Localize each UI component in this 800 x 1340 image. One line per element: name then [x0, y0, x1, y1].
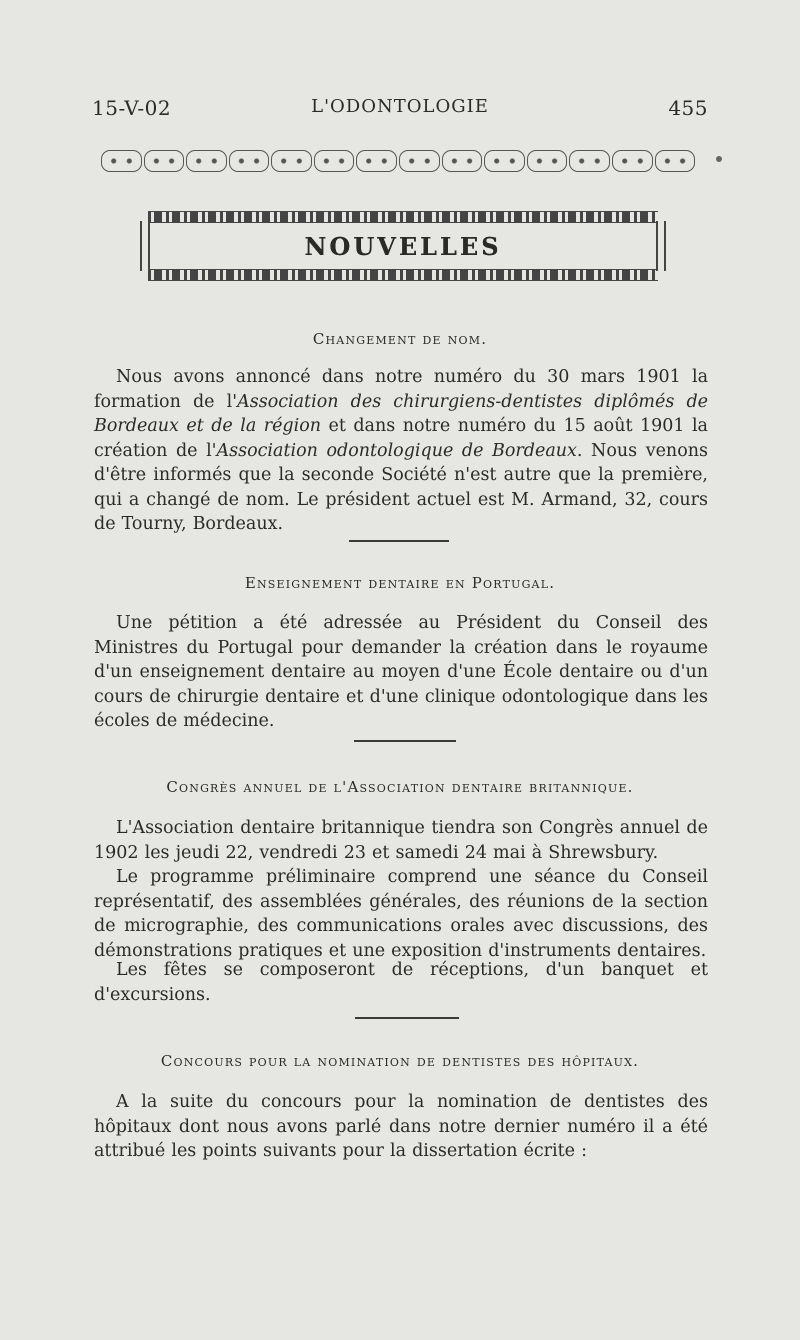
banner-bottom-border [148, 269, 658, 281]
paragraph-changement [94, 365, 708, 537]
section-heading-portugal: Enseignement dentaire en Portugal. [244, 574, 556, 592]
section-banner-frame [140, 205, 666, 287]
paragraph-congres-1 [94, 816, 708, 865]
running-head [92, 96, 708, 124]
paragraph-congres-2 [94, 865, 708, 963]
section-heading-congres: Congrès annuel de l'Association dentaire britannique. [166, 778, 634, 796]
section-rule [349, 540, 449, 542]
ornamental-border [100, 150, 696, 170]
paragraph-portugal [94, 611, 708, 734]
paragraph-congres-3 [94, 958, 708, 1007]
text-run: Les fêtes se composeront de réceptions, d'un banquet et d'excursions. [94, 960, 708, 1005]
italic-text-run: Association odontologique de Bordeaux [216, 440, 577, 461]
section-rule [354, 740, 456, 742]
text-run: L'Association dentaire britannique tiendra son Congrès annuel de 1902 les jeudi 22, vendredi 23 et samedi 24 mai à Shrewsbury. [94, 818, 708, 863]
text-run: et dans notre numéro du 15 août 1901 la création de l' [94, 416, 708, 461]
banner-title: NOUVELLES [304, 232, 502, 261]
section-heading-concours: Concours pour la nomination de dentistes des hôpitaux. [160, 1052, 640, 1070]
section-rule [355, 1017, 459, 1019]
italic-text-run: Association des chirurgiens-dentistes diplômés de Bordeaux et de la région [94, 391, 709, 436]
issue-date: 15-V-02 [92, 96, 172, 120]
journal-title: L'ODONTOLOGIE [311, 96, 489, 117]
page-number: 455 [668, 96, 708, 120]
section-heading-changement: Changement de nom. [312, 330, 488, 348]
text-run: Une pétition a été adressée au Président du Conseil des Ministres du Portugal pour demander la création dans le royaume d'un enseignement dentaire au moyen d'une École dentaire ou d'un cours de chirurgie dentaire et d'une clinique odontologique dans les écoles de médecine. [94, 613, 708, 731]
text-run: A la suite du concours pour la nomination de dentistes des hôpitaux dont nous avons parlé dans notre dernier numéro il a été attribué les points suivants pour la dissertation écrite : [94, 1092, 708, 1161]
ornament-dot [716, 156, 722, 162]
text-run: Nous avons annoncé dans notre numéro du 30 mars 1901 la formation de l' [94, 367, 708, 412]
paragraph-concours [94, 1090, 708, 1164]
text-run: . Nous venons d'être informés que la seconde Société n'est autre que la première, qui a changé de nom. Le président actuel est M. Armand, 32, cours de Tourny, Bordeaux. [94, 440, 708, 534]
text-run: Le programme préliminaire comprend une séance du Conseil représentatif, des assemblées générales, des réunions de la section de micrographie, des communications orales avec discussions, des démonstrations pratiques et une exposition d'instruments dentaires. [94, 867, 708, 961]
banner-top-border [148, 211, 658, 223]
